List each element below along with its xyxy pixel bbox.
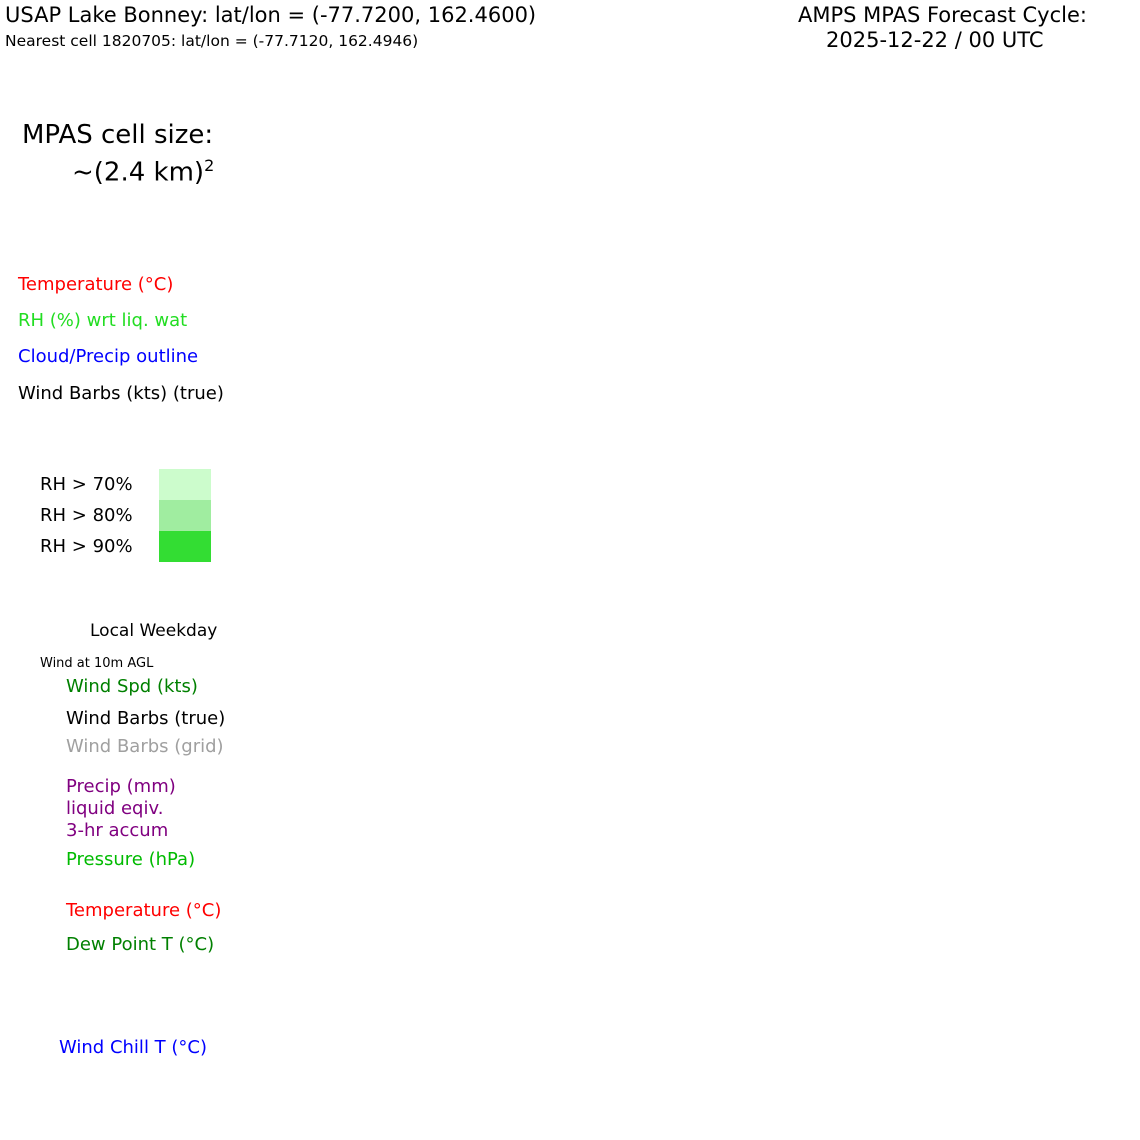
legend-rh: RH (%) wrt liq. wat <box>18 310 188 331</box>
model-title: AMPS MPAS Forecast Cycle: <box>798 3 1087 27</box>
precip-label-1: Precip (mm) <box>66 776 176 797</box>
wind-at-label: Wind at 10m AGL <box>40 656 154 671</box>
station-title: USAP Lake Bonney: lat/lon = (-77.7200, 162.4600) <box>5 3 537 27</box>
legend-cloud: Cloud/Precip outline <box>18 346 199 367</box>
cell-size-text: ~(2.4 km) <box>72 157 205 188</box>
cell-size-exponent: 2 <box>204 156 215 175</box>
legend-wind: Wind Barbs (kts) (true) <box>18 383 224 404</box>
pressure-label: Pressure (hPa) <box>66 849 196 870</box>
forecast-cycle: 2025-12-22 / 00 UTC <box>826 28 1044 52</box>
legend-rh90: RH > 90% <box>40 536 133 557</box>
wind-speed-label: Wind Spd (kts) <box>66 676 198 697</box>
legend-rh70: RH > 70% <box>40 474 133 495</box>
dewpoint-panel-label: Dew Point T (°C) <box>66 934 215 955</box>
precip-label-2: liquid eqiv. <box>66 798 164 819</box>
weekday-label: Local Weekday <box>90 621 218 641</box>
wind-chill-panel-label: Wind Chill T (°C) <box>59 1037 207 1058</box>
legend-rh80: RH > 80% <box>40 505 133 526</box>
nearest-cell-subtitle: Nearest cell 1820705: lat/lon = (-77.7120, 162.4946) <box>5 32 419 50</box>
wind-barbs-grid-label: Wind Barbs (grid) <box>66 736 224 757</box>
wind-barbs-true-label: Wind Barbs (true) <box>66 708 226 729</box>
cell-size-label: MPAS cell size: <box>22 120 214 150</box>
precip-label-3: 3-hr accum <box>66 820 169 841</box>
temperature-panel-label: Temperature (°C) <box>66 900 222 921</box>
legend-temperature: Temperature (°C) <box>18 274 174 295</box>
